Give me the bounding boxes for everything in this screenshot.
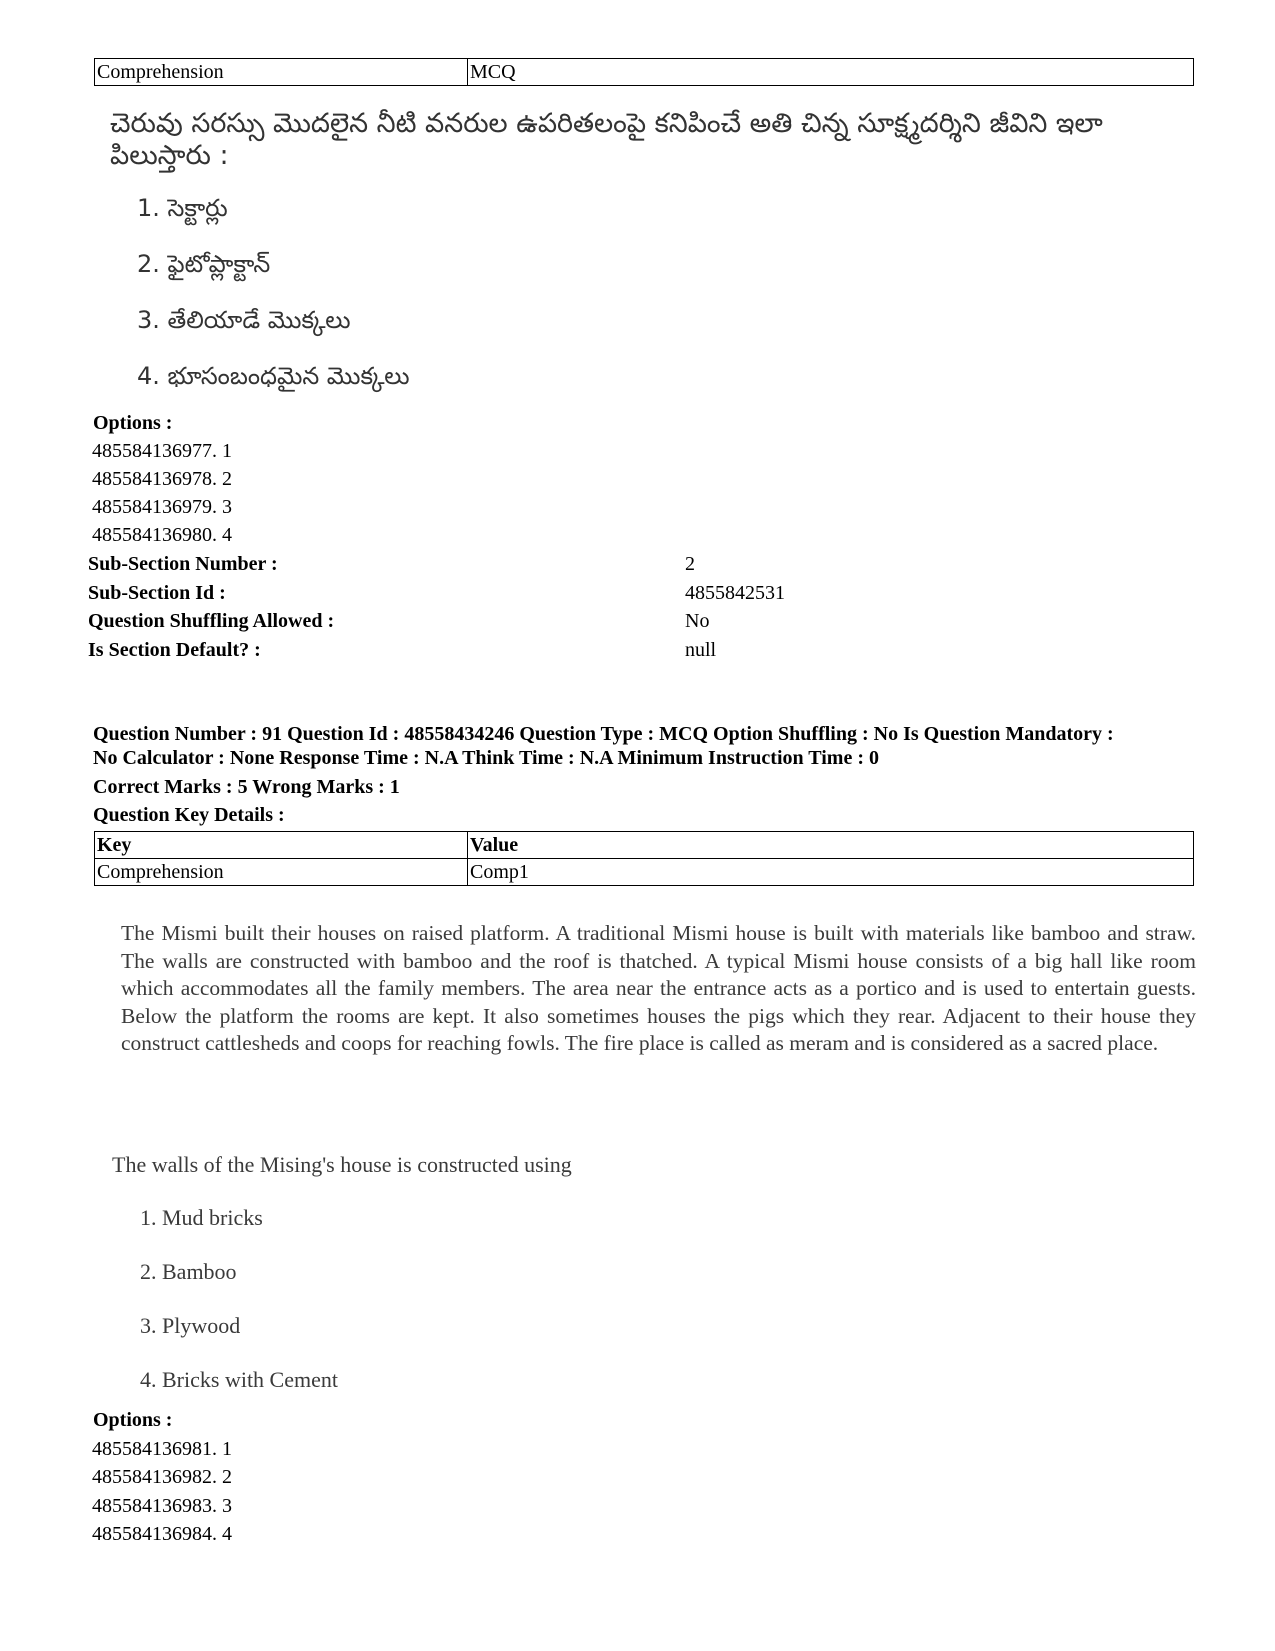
question-text: The walls of the Mising's house is constructed using <box>112 1152 572 1177</box>
question-header-line2: No Calculator : None Response Time : N.A Think Time : N.A Minimum Instruction Time : 0 <box>93 747 879 769</box>
table-cell: Comprehension <box>95 59 468 86</box>
options-label: Options : <box>93 1409 173 1431</box>
option-id-3: 485584136983. 3 <box>92 1495 232 1517</box>
table-row <box>95 859 1194 886</box>
options-label: Options : <box>93 412 173 434</box>
question-key-details-label: Question Key Details : <box>93 804 285 826</box>
question-text-telugu: చెరువు సరస్సు మొదలైన నీటి వనరుల ఉపరితలంపై కనిపించే అతి చిన్న సూక్ష్మదర్శిని జీవిని ఇలా పిలుస్తారు : <box>110 108 1103 171</box>
table-row <box>95 832 1194 859</box>
choice-3: 3. తేలియాడే మొక్కలు <box>137 306 351 334</box>
section-default-value: null <box>685 639 717 661</box>
choice-2: 2. ఫైటోప్లాక్టాన్ <box>137 250 271 278</box>
table-header-key: Key <box>95 832 468 859</box>
subsection-id-value: 4855842531 <box>685 582 785 604</box>
question-header-line1: Question Number : 91 Question Id : 48558434246 Question Type : MCQ Option Shuffling : No Is Question Mandatory : <box>93 723 1114 745</box>
choice-3: 3. Plywood <box>140 1313 241 1338</box>
choice-1: 1. Mud bricks <box>140 1205 263 1230</box>
table-header-value: Value <box>468 832 1194 859</box>
table-row <box>95 59 1194 86</box>
option-id-2: 485584136982. 2 <box>92 1466 232 1488</box>
marks-line: Correct Marks : 5 Wrong Marks : 1 <box>93 776 400 798</box>
choice-2: 2. Bamboo <box>140 1259 237 1284</box>
question-type-table <box>94 58 1194 86</box>
table-cell: Comp1 <box>468 859 1194 886</box>
option-id-4: 485584136980. 4 <box>92 524 232 546</box>
subsection-number-label: Sub-Section Number : <box>88 553 278 575</box>
option-id-1: 485584136981. 1 <box>92 1438 232 1460</box>
table-cell: Comprehension <box>95 859 468 886</box>
subsection-id-label: Sub-Section Id : <box>88 582 226 604</box>
option-id-3: 485584136979. 3 <box>92 496 232 518</box>
option-id-1: 485584136977. 1 <box>92 440 232 462</box>
comprehension-passage: The Mismi built their houses on raised platform. A traditional Mismi house is built with materials like bamboo and straw. The walls are constructed with bamboo and the roof is thatched. A typical Mismi house consists of a big hall like room which accommodates all the family members. The area near the entrance acts as a portico and is used to entertain guests. Below the platform the rooms are kept. It also sometimes houses the pigs which they rear. Adjacent to their house they construct cattlesheds and coops for reaching fowls. The fire place is called as meram and is considered as a sacred place. <box>121 921 1196 1055</box>
section-default-label: Is Section Default? : <box>88 639 261 661</box>
question-shuffling-value: No <box>685 610 710 632</box>
choice-4: 4. భూసంబంధమైన మొక్కలు <box>137 362 410 390</box>
subsection-number-value: 2 <box>685 553 695 575</box>
table-cell: MCQ <box>468 59 1194 86</box>
question-shuffling-label: Question Shuffling Allowed : <box>88 610 335 632</box>
question-key-table <box>94 831 1194 886</box>
choice-4: 4. Bricks with Cement <box>140 1367 338 1392</box>
choice-1: 1. సెక్టార్లు <box>137 194 228 222</box>
option-id-2: 485584136978. 2 <box>92 468 232 490</box>
option-id-4: 485584136984. 4 <box>92 1523 232 1545</box>
